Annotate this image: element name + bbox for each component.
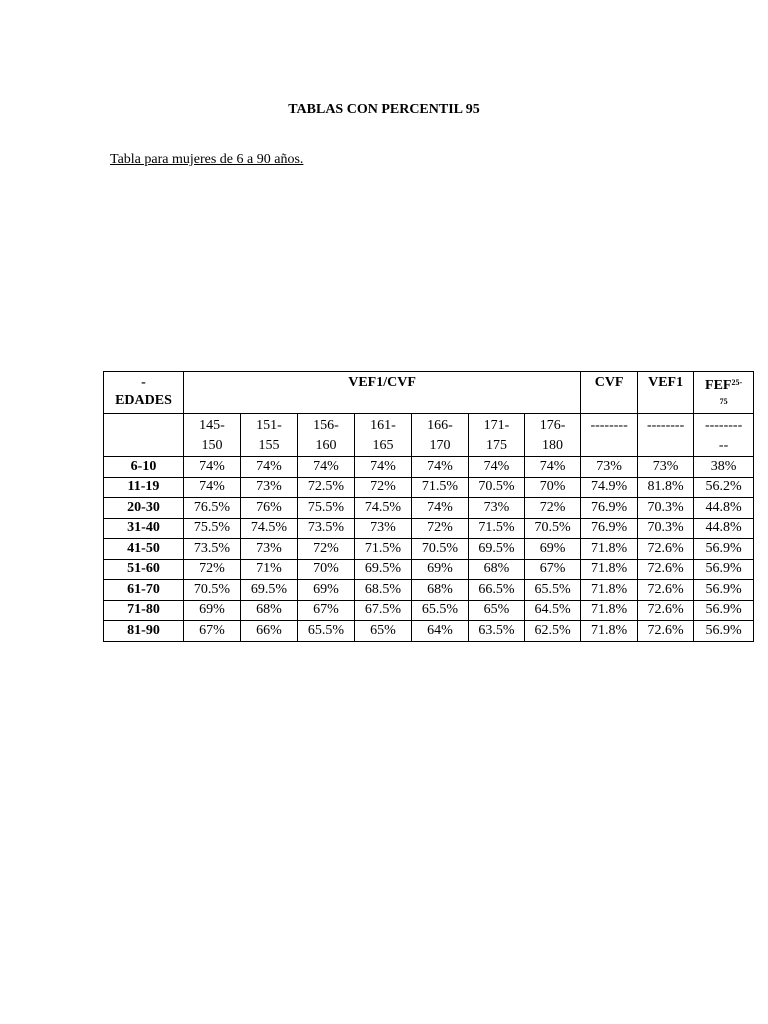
value-cell: 75.5% xyxy=(298,498,355,519)
value-cell: 74% xyxy=(184,477,241,498)
fef-subscript: 25- xyxy=(731,378,743,387)
value-cell: 38% xyxy=(694,457,754,478)
age-range-cell: 6-10 xyxy=(104,457,184,478)
value-cell: 74% xyxy=(469,457,525,478)
value-cell: 65% xyxy=(469,600,525,621)
table-row xyxy=(104,457,754,478)
table-row xyxy=(104,580,754,601)
value-cell: 56.9% xyxy=(694,559,754,580)
value-cell: 62.5% xyxy=(525,621,581,642)
value-cell: 67.5% xyxy=(355,600,412,621)
header-fef xyxy=(694,372,754,414)
value-cell: 71.5% xyxy=(469,518,525,539)
value-cell: 56.2% xyxy=(694,477,754,498)
header-cvf: CVF xyxy=(581,372,638,414)
value-cell: 75.5% xyxy=(184,518,241,539)
value-cell: 74% xyxy=(412,457,469,478)
age-range-cell: 11-19 xyxy=(104,477,184,498)
table-row xyxy=(104,559,754,580)
value-cell: 73.5% xyxy=(298,518,355,539)
height-range: 176- 180 xyxy=(525,414,581,457)
value-cell: 56.9% xyxy=(694,580,754,601)
value-cell: 71.8% xyxy=(581,559,638,580)
percentile-table xyxy=(103,371,754,642)
value-cell: 71.5% xyxy=(412,477,469,498)
value-cell: 74% xyxy=(298,457,355,478)
value-cell: 69.5% xyxy=(355,559,412,580)
table-row xyxy=(104,477,754,498)
value-cell: 74% xyxy=(412,498,469,519)
header-vef1cvf: VEF1/CVF xyxy=(184,372,581,414)
value-cell: 73% xyxy=(581,457,638,478)
fef-label: FEF xyxy=(705,378,732,393)
value-cell: 68% xyxy=(412,580,469,601)
value-cell: 67% xyxy=(184,621,241,642)
subheader-empty xyxy=(104,414,184,457)
value-cell: 71.8% xyxy=(581,600,638,621)
value-cell: 76% xyxy=(241,498,298,519)
value-cell: 74.9% xyxy=(581,477,638,498)
value-cell: 70.5% xyxy=(525,518,581,539)
value-cell: 66.5% xyxy=(469,580,525,601)
value-cell: 67% xyxy=(525,559,581,580)
value-cell: 69% xyxy=(184,600,241,621)
value-cell: 66% xyxy=(241,621,298,642)
fef-subscript-tail: 75 xyxy=(719,397,728,406)
value-cell: 72.6% xyxy=(638,580,694,601)
header-edades xyxy=(104,372,184,414)
dash-cell: -------- xyxy=(581,414,638,457)
value-cell: 73.5% xyxy=(184,539,241,560)
value-cell: 74% xyxy=(355,457,412,478)
value-cell: 72% xyxy=(412,518,469,539)
value-cell: 68% xyxy=(241,600,298,621)
value-cell: 69% xyxy=(412,559,469,580)
value-cell: 68.5% xyxy=(355,580,412,601)
edades-dash: - xyxy=(141,375,146,390)
table-row xyxy=(104,518,754,539)
value-cell: 72.5% xyxy=(298,477,355,498)
value-cell: 72% xyxy=(184,559,241,580)
value-cell: 72% xyxy=(298,539,355,560)
value-cell: 72.6% xyxy=(638,559,694,580)
value-cell: 74% xyxy=(184,457,241,478)
value-cell: 70.3% xyxy=(638,498,694,519)
value-cell: 69% xyxy=(298,580,355,601)
value-cell: 71.8% xyxy=(581,539,638,560)
data-rows xyxy=(104,457,754,642)
age-range-cell: 41-50 xyxy=(104,539,184,560)
value-cell: 70.3% xyxy=(638,518,694,539)
value-cell: 63.5% xyxy=(469,621,525,642)
age-range-cell: 81-90 xyxy=(104,621,184,642)
table-row xyxy=(104,498,754,519)
value-cell: 72.6% xyxy=(638,539,694,560)
value-cell: 69.5% xyxy=(469,539,525,560)
value-cell: 70% xyxy=(525,477,581,498)
value-cell: 74% xyxy=(241,457,298,478)
value-cell: 71.8% xyxy=(581,621,638,642)
value-cell: 72% xyxy=(525,498,581,519)
height-range: 151- 155 xyxy=(241,414,298,457)
table-row xyxy=(104,621,754,642)
value-cell: 69.5% xyxy=(241,580,298,601)
value-cell: 76.9% xyxy=(581,498,638,519)
value-cell: 71% xyxy=(241,559,298,580)
value-cell: 65% xyxy=(355,621,412,642)
age-range-cell: 51-60 xyxy=(104,559,184,580)
age-range-cell: 20-30 xyxy=(104,498,184,519)
dash-cell: -------- xyxy=(638,414,694,457)
value-cell: 81.8% xyxy=(638,477,694,498)
header-row xyxy=(104,372,754,414)
value-cell: 67% xyxy=(298,600,355,621)
value-cell: 73% xyxy=(638,457,694,478)
value-cell: 68% xyxy=(469,559,525,580)
value-cell: 65.5% xyxy=(525,580,581,601)
value-cell: 73% xyxy=(355,518,412,539)
subheader-row xyxy=(104,414,754,457)
value-cell: 76.5% xyxy=(184,498,241,519)
value-cell: 56.9% xyxy=(694,600,754,621)
height-range: 171- 175 xyxy=(469,414,525,457)
value-cell: 65.5% xyxy=(298,621,355,642)
value-cell: 74.5% xyxy=(241,518,298,539)
value-cell: 70.5% xyxy=(412,539,469,560)
value-cell: 72.6% xyxy=(638,600,694,621)
value-cell: 64.5% xyxy=(525,600,581,621)
value-cell: 74.5% xyxy=(355,498,412,519)
value-cell: 56.9% xyxy=(694,539,754,560)
height-range: 166- 170 xyxy=(412,414,469,457)
value-cell: 44.8% xyxy=(694,518,754,539)
value-cell: 65.5% xyxy=(412,600,469,621)
value-cell: 73% xyxy=(241,477,298,498)
value-cell: 74% xyxy=(525,457,581,478)
table-row xyxy=(104,539,754,560)
edades-label: EDADES xyxy=(115,393,172,408)
table-row xyxy=(104,600,754,621)
height-range: 156- 160 xyxy=(298,414,355,457)
age-range-cell: 31-40 xyxy=(104,518,184,539)
value-cell: 69% xyxy=(525,539,581,560)
value-cell: 44.8% xyxy=(694,498,754,519)
dash-cell: -------- -- xyxy=(694,414,754,457)
value-cell: 64% xyxy=(412,621,469,642)
value-cell: 71.5% xyxy=(355,539,412,560)
value-cell: 72% xyxy=(355,477,412,498)
age-range-cell: 71-80 xyxy=(104,600,184,621)
age-range-cell: 61-70 xyxy=(104,580,184,601)
value-cell: 71.8% xyxy=(581,580,638,601)
value-cell: 70% xyxy=(298,559,355,580)
table-subtitle: Tabla para mujeres de 6 a 90 años. xyxy=(110,152,304,167)
value-cell: 73% xyxy=(469,498,525,519)
height-range: 161- 165 xyxy=(355,414,412,457)
value-cell: 72.6% xyxy=(638,621,694,642)
value-cell: 73% xyxy=(241,539,298,560)
value-cell: 70.5% xyxy=(469,477,525,498)
height-range: 145- 150 xyxy=(184,414,241,457)
value-cell: 70.5% xyxy=(184,580,241,601)
value-cell: 76.9% xyxy=(581,518,638,539)
page-title: TABLAS CON PERCENTIL 95 xyxy=(288,102,480,117)
header-vef1: VEF1 xyxy=(638,372,694,414)
value-cell: 56.9% xyxy=(694,621,754,642)
